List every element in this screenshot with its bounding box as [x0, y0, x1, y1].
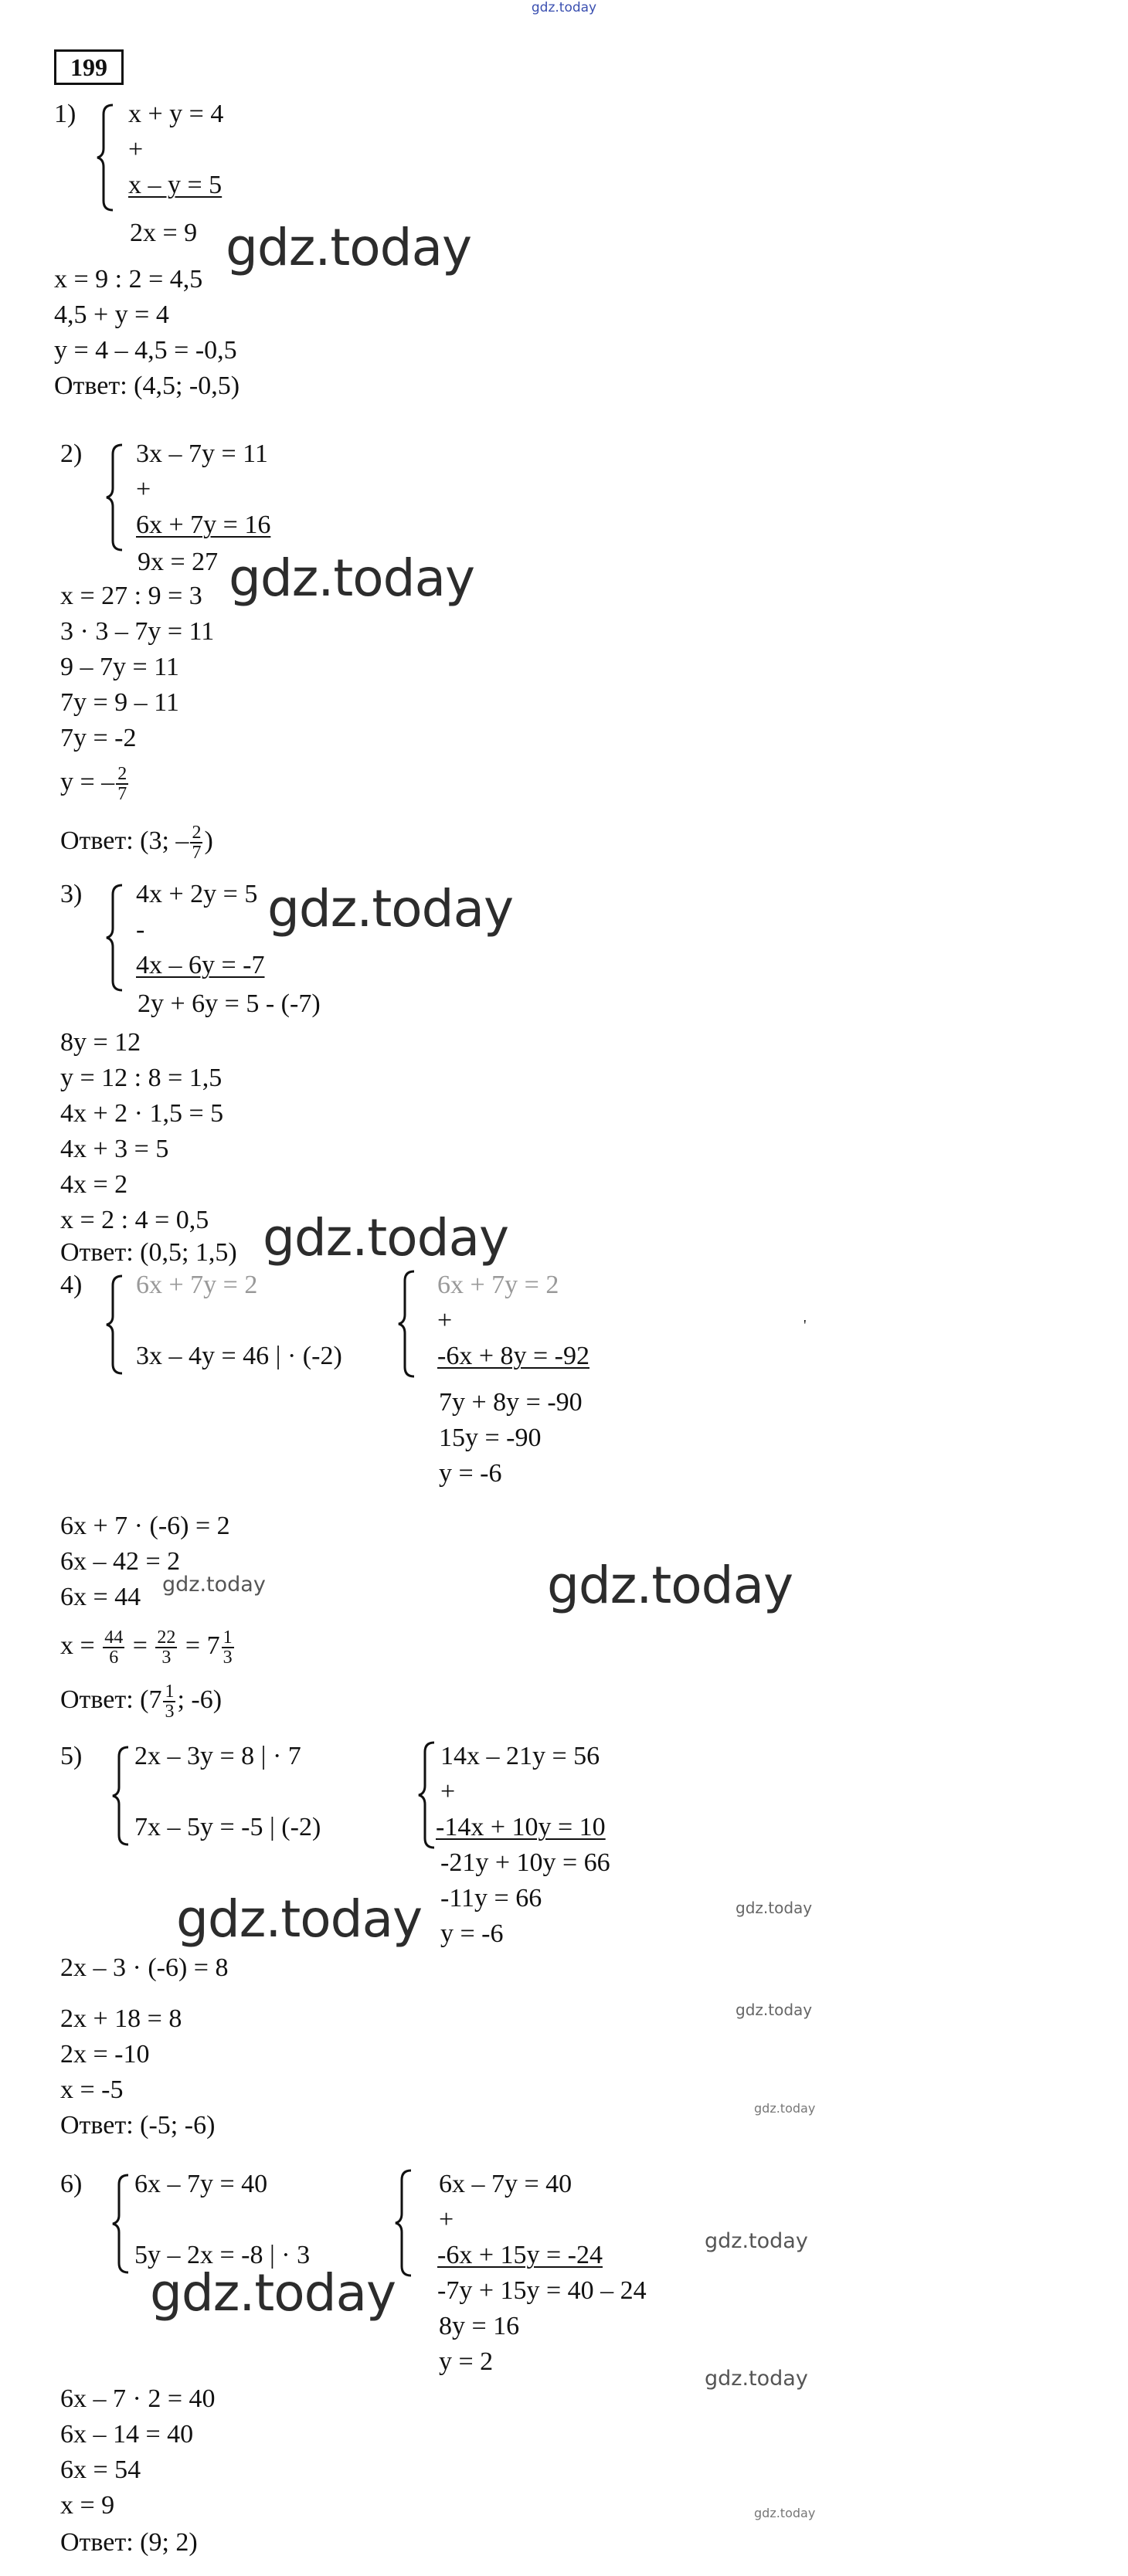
p6-right-brace [394, 2169, 417, 2277]
p4-line: 6x = 44 [60, 1583, 141, 1611]
p4-left-eq1: 6x + 7y = 2 [136, 1271, 258, 1299]
p3-line: x = 2 : 4 = 0,5 [60, 1206, 209, 1234]
p3-op: - [136, 915, 145, 944]
p2-answer-suffix: ) [204, 826, 213, 855]
watermark: gdz.today [547, 1556, 793, 1615]
p4-left-eq2: 3x – 4y = 46 | · (-2) [136, 1342, 342, 1370]
p6-line: 6x – 14 = 40 [60, 2420, 194, 2449]
watermark: gdz.today [736, 1899, 813, 1917]
p6-right-eq2: -6x + 15y = -24 [437, 2241, 603, 2269]
p6-right-op: + [439, 2205, 454, 2234]
p4-fraction-2 [155, 1628, 177, 1667]
p4-answer-prefix: Ответ: (7 [60, 1685, 162, 1714]
p6-right-eq1: 6x – 7y = 40 [439, 2170, 572, 2198]
watermark: gdz.today [176, 1889, 423, 1949]
p4-eq-sign: = [132, 1631, 148, 1660]
p4-label: 4) [60, 1271, 83, 1299]
p5-right-eq2: -14x + 10y = 10 [436, 1813, 606, 1841]
p2-y-prefix: y = – [60, 767, 115, 796]
p6-left-brace [111, 2174, 134, 2274]
p5-right-op: + [440, 1777, 456, 1806]
p2-y-line [60, 765, 130, 803]
p2-sum: 9x = 27 [138, 548, 219, 576]
p4-answer-num: 1 [165, 1682, 175, 1702]
p3-answer: Ответ: (0,5; 1,5) [60, 1238, 237, 1267]
p3-line: 4x + 2 · 1,5 = 5 [60, 1099, 224, 1128]
p1-eq1: x + y = 4 [128, 100, 224, 128]
p4-answer-fraction [163, 1682, 175, 1721]
watermark: gdz.today [150, 2263, 396, 2323]
p4-mark: ' [804, 1317, 807, 1334]
p4-right-op: + [437, 1306, 453, 1335]
p2-brace [105, 443, 128, 552]
p6-right-line: -7y + 15y = 40 – 24 [437, 2276, 647, 2305]
p1-label: 1) [54, 100, 76, 128]
p4-f3-num: 1 [223, 1627, 233, 1648]
p3-line: 8y = 12 [60, 1028, 141, 1057]
p3-eq1: 4x + 2y = 5 [136, 880, 258, 908]
p5-right-line: -21y + 10y = 66 [440, 1848, 610, 1877]
p4-right-line: 15y = -90 [439, 1424, 542, 1452]
p4-right-brace [397, 1270, 420, 1378]
p3-line: y = 12 : 8 = 1,5 [60, 1064, 223, 1092]
p4-fraction-3 [222, 1628, 234, 1667]
p4-line: 6x + 7 · (-6) = 2 [60, 1512, 230, 1540]
p3-brace [105, 884, 128, 992]
p6-line: x = 9 [60, 2491, 115, 2520]
p2-op: + [136, 475, 151, 504]
watermark: gdz.today [705, 2229, 808, 2253]
watermark: gdz.today [267, 879, 514, 938]
p4-f3-den: 3 [223, 1648, 233, 1668]
p2-y-num: 2 [117, 764, 127, 784]
p3-sum: 2y + 6y = 5 - (-7) [138, 989, 321, 1018]
p4-answer [60, 1682, 222, 1721]
p2-y-den: 7 [117, 784, 127, 804]
watermark: gdz.today [736, 2001, 813, 2019]
p4-answer-den: 3 [165, 1702, 175, 1722]
p4-answer-suffix: ; -6) [177, 1685, 223, 1714]
p1-line: y = 4 – 4,5 = -0,5 [54, 336, 237, 365]
p5-line: 2x – 3 · (-6) = 8 [60, 1953, 229, 1982]
p2-line: 9 – 7y = 11 [60, 653, 179, 681]
p5-line: 2x + 18 = 8 [60, 2004, 182, 2033]
p5-line: 2x = -10 [60, 2040, 150, 2069]
watermark: gdz.today [705, 2367, 808, 2391]
p2-line: x = 27 : 9 = 3 [60, 582, 202, 610]
p3-line: 4x = 2 [60, 1170, 128, 1199]
p4-f2-num: 22 [157, 1627, 176, 1648]
p2-answer-den: 7 [192, 843, 202, 863]
p2-answer-fraction [190, 823, 202, 862]
p6-right-line: 8y = 16 [439, 2312, 520, 2340]
watermark: gdz.today [263, 1208, 509, 1268]
p2-line: 3 · 3 – 7y = 11 [60, 617, 215, 646]
p2-eq2: 6x + 7y = 16 [136, 511, 271, 539]
p5-answer: Ответ: (-5; -6) [60, 2111, 216, 2140]
p5-right-eq1: 14x – 21y = 56 [440, 1742, 600, 1770]
p6-label: 6) [60, 2170, 83, 2198]
p3-label: 3) [60, 880, 83, 908]
p4-right-line: 7y + 8y = -90 [439, 1388, 583, 1417]
p4-eq-sign: = [185, 1631, 201, 1660]
p2-answer [60, 823, 213, 862]
watermark: gdz.today [229, 548, 475, 608]
p4-fraction-1 [103, 1628, 124, 1667]
p1-eq2: x – y = 5 [128, 171, 223, 199]
p5-right-line: y = -6 [440, 1919, 504, 1948]
watermark-top: gdz.today [531, 0, 597, 15]
p1-brace [96, 104, 119, 212]
p6-line: 6x = 54 [60, 2456, 141, 2484]
task-number-box: 199 [54, 49, 124, 85]
p2-answer-num: 2 [192, 823, 202, 843]
p2-line: 7y = -2 [60, 724, 137, 752]
p4-whole: 7 [206, 1631, 220, 1660]
p5-left-eq1: 2x – 3y = 8 | · 7 [134, 1742, 301, 1770]
p6-answer: Ответ: (9; 2) [60, 2528, 198, 2557]
p4-f2-den: 3 [161, 1648, 172, 1668]
p1-line: 4,5 + y = 4 [54, 300, 169, 329]
p2-answer-prefix: Ответ: (3; – [60, 826, 189, 855]
p5-line: x = -5 [60, 2075, 124, 2104]
p6-line: 6x – 7 · 2 = 40 [60, 2384, 216, 2413]
p6-left-eq1: 6x – 7y = 40 [134, 2170, 268, 2198]
p2-line: 7y = 9 – 11 [60, 688, 179, 717]
p1-answer: Ответ: (4,5; -0,5) [54, 372, 240, 400]
p5-left-brace [111, 1746, 134, 1846]
p2-y-fraction [116, 765, 128, 803]
p4-x-line [60, 1628, 236, 1667]
p6-left-eq2: 5y – 2x = -8 | · 3 [134, 2241, 311, 2269]
p1-sum: 2x = 9 [130, 219, 198, 247]
p4-right-eq2: -6x + 8y = -92 [437, 1342, 589, 1370]
p4-f1-num: 44 [104, 1627, 124, 1648]
watermark: gdz.today [162, 1573, 266, 1597]
p3-line: 4x + 3 = 5 [60, 1135, 169, 1163]
p5-left-eq2: 7x – 5y = -5 | (-2) [134, 1813, 321, 1841]
p1-op: + [128, 135, 144, 164]
p4-right-line: y = -6 [439, 1459, 502, 1488]
p6-right-line: y = 2 [439, 2347, 494, 2376]
p1-line: x = 9 : 2 = 4,5 [54, 265, 203, 294]
p3-eq2: 4x – 6y = -7 [136, 951, 265, 979]
watermark: gdz.today [754, 2506, 816, 2520]
watermark: gdz.today [754, 2101, 816, 2116]
p2-label: 2) [60, 440, 83, 468]
p2-eq1: 3x – 7y = 11 [136, 440, 268, 468]
p4-left-brace [105, 1274, 128, 1375]
watermark: gdz.today [226, 218, 472, 277]
p5-label: 5) [60, 1742, 83, 1770]
p4-right-eq1: 6x + 7y = 2 [437, 1271, 559, 1299]
p4-line: 6x – 42 = 2 [60, 1547, 181, 1576]
p4-x-prefix: x = [60, 1631, 95, 1660]
p4-f1-den: 6 [109, 1648, 119, 1668]
p5-right-line: -11y = 66 [440, 1884, 542, 1912]
